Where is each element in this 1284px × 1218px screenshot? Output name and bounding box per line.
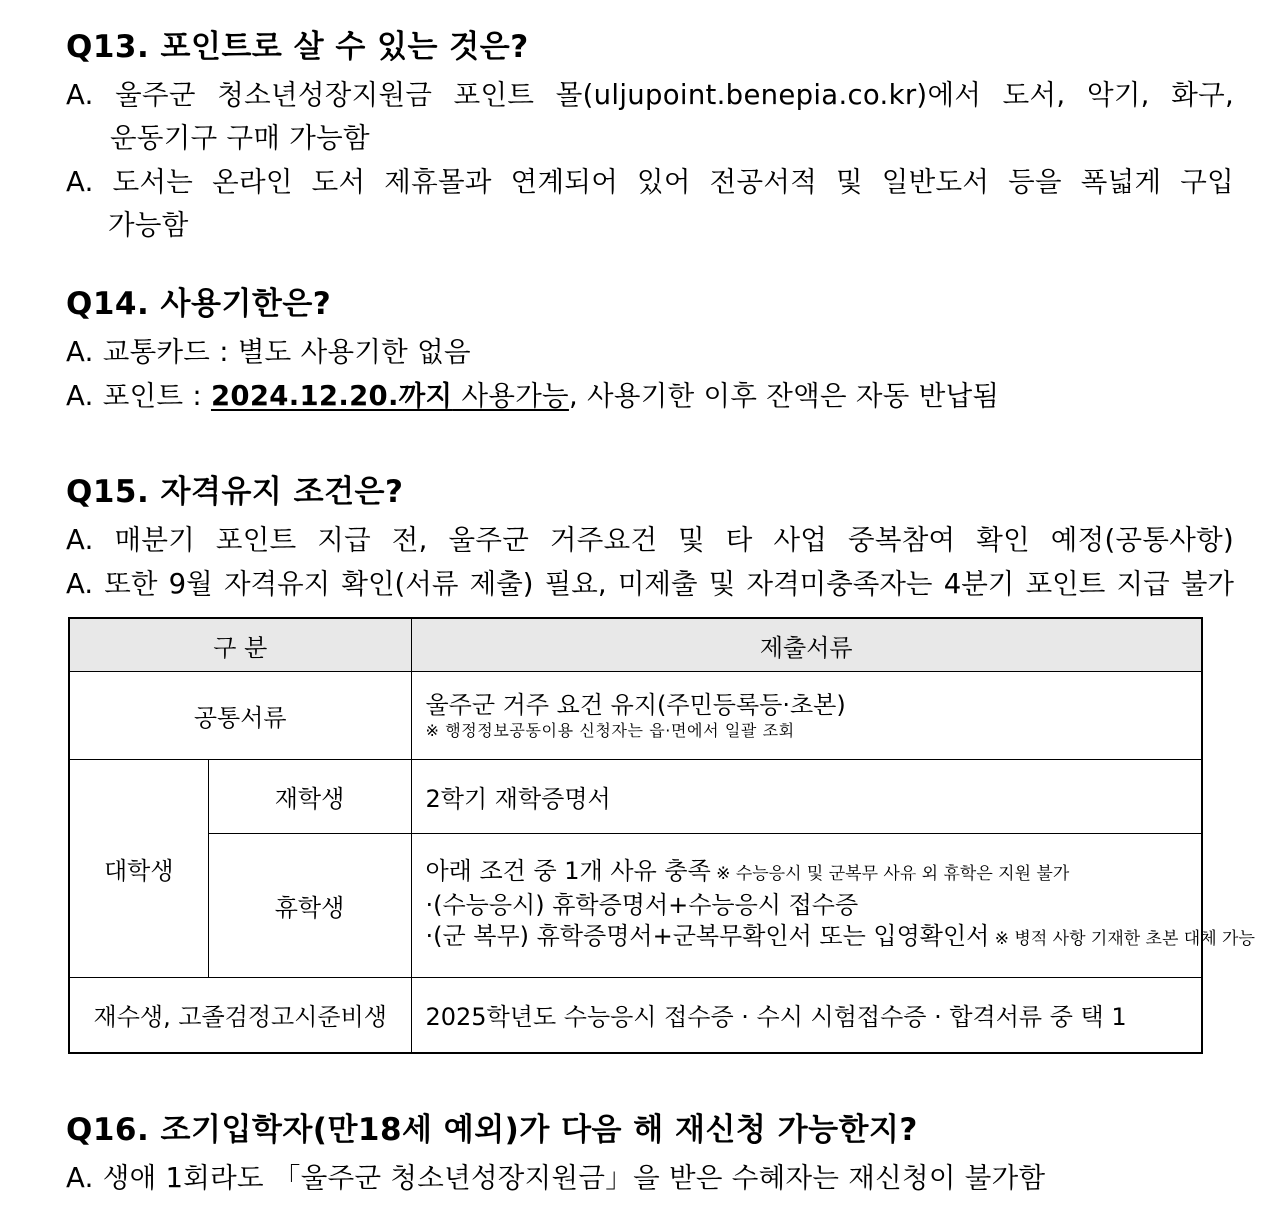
enrolled-student-doc: 2학기 재학증명서 bbox=[411, 760, 1202, 834]
q13-answer-2-line2: 가능함 bbox=[108, 209, 189, 241]
q15-answer-1 bbox=[66, 519, 1234, 562]
q14-answer-2-prefix: A. 포인트 : bbox=[66, 380, 211, 412]
q13-answer-1-line2: 운동기구 구매 가능함 bbox=[110, 122, 370, 154]
table-row bbox=[69, 760, 1202, 834]
q15-answer-1-text: A. 매분기 포인트 지급 전, 울주군 거주요건 및 타 사업 중복참여 확인 예정(공통사항) bbox=[66, 524, 1234, 556]
table-row bbox=[69, 978, 1202, 1053]
q13-answer-1 bbox=[66, 74, 1234, 160]
enrolled-student-label: 재학생 bbox=[208, 760, 411, 834]
q16-answer-1: A. 생애 1회라도 「울주군 청소년성장지원금」을 받은 수혜자는 재신청이 불가함 bbox=[66, 1162, 1046, 1194]
leave-military-text: ·(군 복무) 휴학증명서+군복무확인서 또는 입영확인서 bbox=[425, 922, 990, 950]
q14-usable-text: 사용가능 bbox=[452, 380, 569, 412]
q16-title: Q16. 조기입학자(만18세 예외)가 다음 해 재신청 가능한지? bbox=[66, 1112, 918, 1148]
retake-student-label: 재수생, 고졸검정고시준비생 bbox=[69, 978, 411, 1053]
header-documents: 제출서류 bbox=[411, 618, 1202, 672]
table-row bbox=[69, 672, 1202, 760]
common-docs-cell bbox=[411, 672, 1202, 760]
required-documents-table bbox=[68, 617, 1255, 1054]
q13-title: Q13. 포인트로 살 수 있는 것은? bbox=[66, 29, 529, 65]
q13-answer-1-line1: A. 울주군 청소년성장지원금 포인트 몰(uljupoint.benepia.co.kr)에서 도서, 악기, 화구, bbox=[66, 79, 1234, 111]
common-docs-text: 울주군 거주 요건 유지(주민등록등·초본) bbox=[425, 690, 846, 719]
leave-exam-line: ·(수능응시) 휴학증명서+수능응시 접수증 bbox=[425, 891, 859, 919]
leave-military-line bbox=[425, 921, 1255, 955]
leave-condition-text: 아래 조건 중 1개 사유 충족 bbox=[425, 857, 711, 885]
q14-answer-2 bbox=[66, 375, 1234, 418]
common-docs-note: ※ 행정정보공동이용 신청자는 읍·면에서 일괄 조회 bbox=[425, 720, 795, 740]
q14-answer-2-suffix: , 사용기한 이후 잔액은 자동 반납됨 bbox=[568, 380, 1000, 412]
table-row bbox=[69, 834, 1202, 978]
university-student-label: 대학생 bbox=[69, 760, 208, 978]
q14-answer-1: A. 교통카드 : 별도 사용기한 없음 bbox=[66, 336, 471, 368]
leave-condition-note: ※ 수능응시 및 군복무 사유 외 휴학은 지원 불가 bbox=[710, 864, 1070, 884]
leave-condition-line bbox=[426, 856, 1188, 890]
retake-student-doc: 2025학년도 수능응시 접수증 · 수시 시험접수증 · 합격서류 중 택 1 bbox=[411, 978, 1202, 1053]
q15-title: Q15. 자격유지 조건은? bbox=[66, 474, 404, 510]
q14-deadline-date: 2024.12.20.까지 bbox=[210, 380, 453, 412]
common-docs-label: 공통서류 bbox=[69, 672, 411, 760]
q13-answer-2 bbox=[66, 161, 1234, 247]
leave-student-label: 휴학생 bbox=[208, 834, 411, 978]
header-category: 구 분 bbox=[69, 618, 411, 672]
q14-title: Q14. 사용기한은? bbox=[66, 286, 332, 322]
table-header-row bbox=[69, 618, 1202, 672]
leave-military-note: ※ 병적 사항 기재한 초본 대체 가능 bbox=[989, 929, 1255, 949]
leave-student-docs bbox=[411, 834, 1255, 978]
q15-answer-2 bbox=[66, 563, 1234, 606]
q15-answer-2-text: A. 또한 9월 자격유지 확인(서류 제출) 필요, 미제출 및 자격미충족자는 4분기 포인트 지급 불가 bbox=[66, 568, 1234, 600]
q13-answer-2-line1: A. 도서는 온라인 도서 제휴몰과 연계되어 있어 전공서적 및 일반도서 등을 폭넓게 구입 bbox=[66, 166, 1234, 198]
